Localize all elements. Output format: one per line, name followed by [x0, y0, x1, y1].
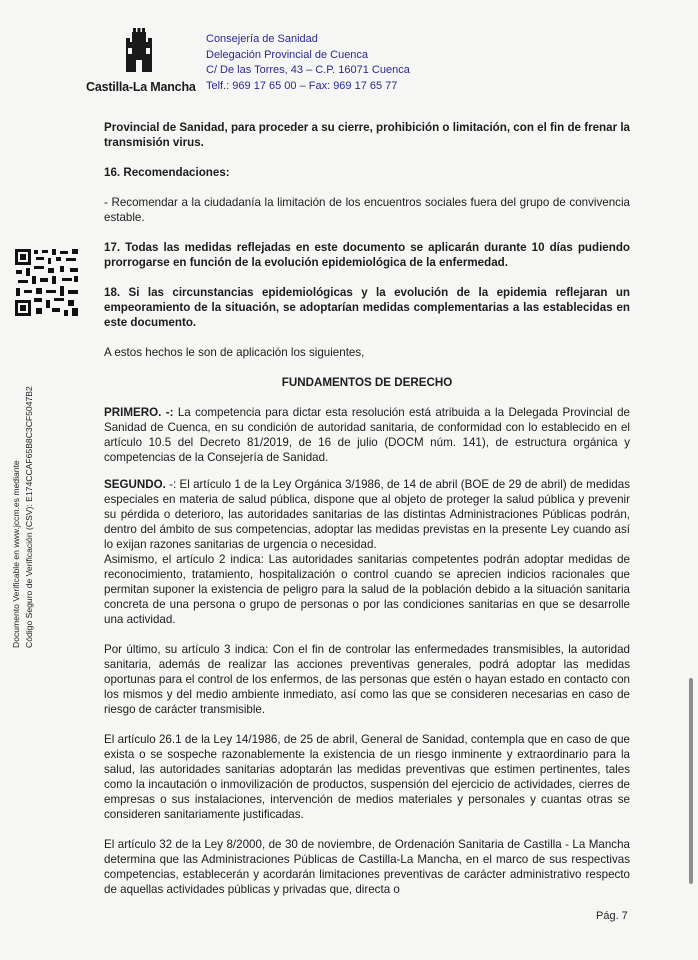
department-line: Consejería de Sanidad — [206, 33, 318, 45]
verification-sidebar — [6, 248, 86, 648]
primero-text: La competencia para dictar esta resolución está atribuida a la Delegada Provincial de Sanidad de Cuenca, en su condición de autoridad sanitaria, de conformidad con lo establecido en el artículo 10.5 del Decreto 81/2019, de 16 de julio (DOCM núm. 141), de estructura orgánica y competencias de la Consejería de Sanidad. — [104, 406, 630, 464]
heading-16: 16. Recomendaciones: — [104, 166, 230, 179]
paragraph-art32: El artículo 32 de la Ley 8/2000, de 30 de noviembre, de Ordenación Sanitaria de Castilla - La Mancha determina que las Administraciones Públicas de Castilla-La Mancha, en el marco de sus respectivas competencias, establecerán y acordarán limitaciones preventivas de carácter administrativo respecto de aquellas actividades públicas y privadas que, directa o — [104, 838, 630, 896]
phone-line: Telf.: 969 17 65 00 – Fax: 969 17 65 77 — [206, 79, 398, 92]
document-body — [104, 120, 630, 897]
segundo-text: -: El artículo 1 de la Ley Orgánica 3/1986, de 14 de abril (BOE de 29 de abril) de medidas especiales en materia de salud pública, dispone que al objeto de proteger la salud pública y prevenir su pérdida o deterioro, las autoridades sanitarias de las distintas Administraciones Públicas podrán, dentro del ámbito de sus competencias, adoptar las medidas previstas en la presente Ley cuando así lo exijan razones sanitarias de urgencia o necesidad. — [104, 478, 630, 551]
address-line: C/ De las Torres, 43 – C.P. 16071 Cuenca — [206, 64, 410, 76]
page-number: Pág. 7 — [596, 910, 628, 922]
paragraph-continuation: Provincial de Sanidad, para proceder a su cierre, prohibición o limitación, con el fin de frenar la transmisión virus. — [104, 121, 630, 149]
paragraph-17: 17. Todas las medidas reflejadas en este documento se aplicarán durante 10 días pudiendo prorrogarse en función de la evolución epidemiológica de la enfermedad. — [104, 241, 630, 269]
verification-line-1: Documento Verificable en www.jccm.es mediante — [11, 460, 21, 648]
paragraph-16: - Recomendar a la ciudadanía la limitación de los encuentros sociales fuera del grupo de convivencia estable. — [104, 196, 630, 224]
scrollbar[interactable] — [689, 678, 693, 884]
paragraph-art26: El artículo 26.1 de la Ley 14/1986, de 25 de abril, General de Sanidad, contempla que en caso de que exista o se sospeche razonablemente la existencia de un riesgo inminente y extraordinario para la salud, las autoridades sanitarias adoptarán las medidas preventivas que estimen pertinentes, tales como la incautación o inmovilización de productos, suspensión del ejercicio de actividades, cierres de empresas o sus instalaciones, intervención de medios materiales y personales y cuantas otras se consideren sanitariamente justificadas. — [104, 733, 630, 821]
verification-line-2: Código Seguro de Verificación (CSV): E174CCAF65B8C3CF5047B2 — [23, 386, 34, 648]
department-line: Delegación Provincial de Cuenca — [206, 48, 369, 61]
paragraph-18: 18. Si las circunstancias epidemiológicas y la evolución de la epidemia reflejaran un empeoramiento de la situación, se adoptarían medidas complementarias a las establecidas en este documento. — [104, 286, 630, 329]
department-info — [206, 32, 410, 94]
qr-code-icon — [14, 248, 80, 318]
paragraph-primero — [104, 405, 630, 465]
logo-text: Castilla-La Mancha — [86, 80, 196, 94]
castilla-la-mancha-logo — [86, 28, 196, 100]
letterhead — [82, 28, 502, 100]
paragraph-asimismo: Asimismo, el artículo 2 indica: Las autoridades sanitarias competentes podrán adoptar medidas de reconocimiento, tratamiento, hospitalización o control cuando se aprecien indicios racionales que permitan suponer la existencia de peligro para la salud de la población debido a la situación sanitaria concreta de una persona o grupo de personas o por las condiciones sanitarias en que se desarrolle una actividad. — [104, 553, 630, 626]
segundo-label: SEGUNDO. — [104, 478, 166, 491]
paragraph-segundo — [104, 477, 630, 552]
section-title: FUNDAMENTOS DE DERECHO — [281, 376, 453, 389]
paragraph-por-ultimo: Por último, su artículo 3 indica: Con el fin de controlar las enfermedades transmisibles, la autoridad sanitaria, además de realizar las acciones preventivas generales, podrá adoptar las medidas oportunas para el control de los enfermos, de las personas que estén o hayan estado en contacto con los mismos y del medio ambiente inmediato, así como las que se consideren necesarias en caso de riesgo de carácter transmisible. — [104, 643, 630, 716]
primero-label: PRIMERO. -: — [104, 406, 174, 419]
castle-emblem-icon — [122, 28, 156, 74]
verification-text — [10, 386, 35, 648]
intro-line: A estos hechos le son de aplicación los siguientes, — [104, 346, 365, 359]
